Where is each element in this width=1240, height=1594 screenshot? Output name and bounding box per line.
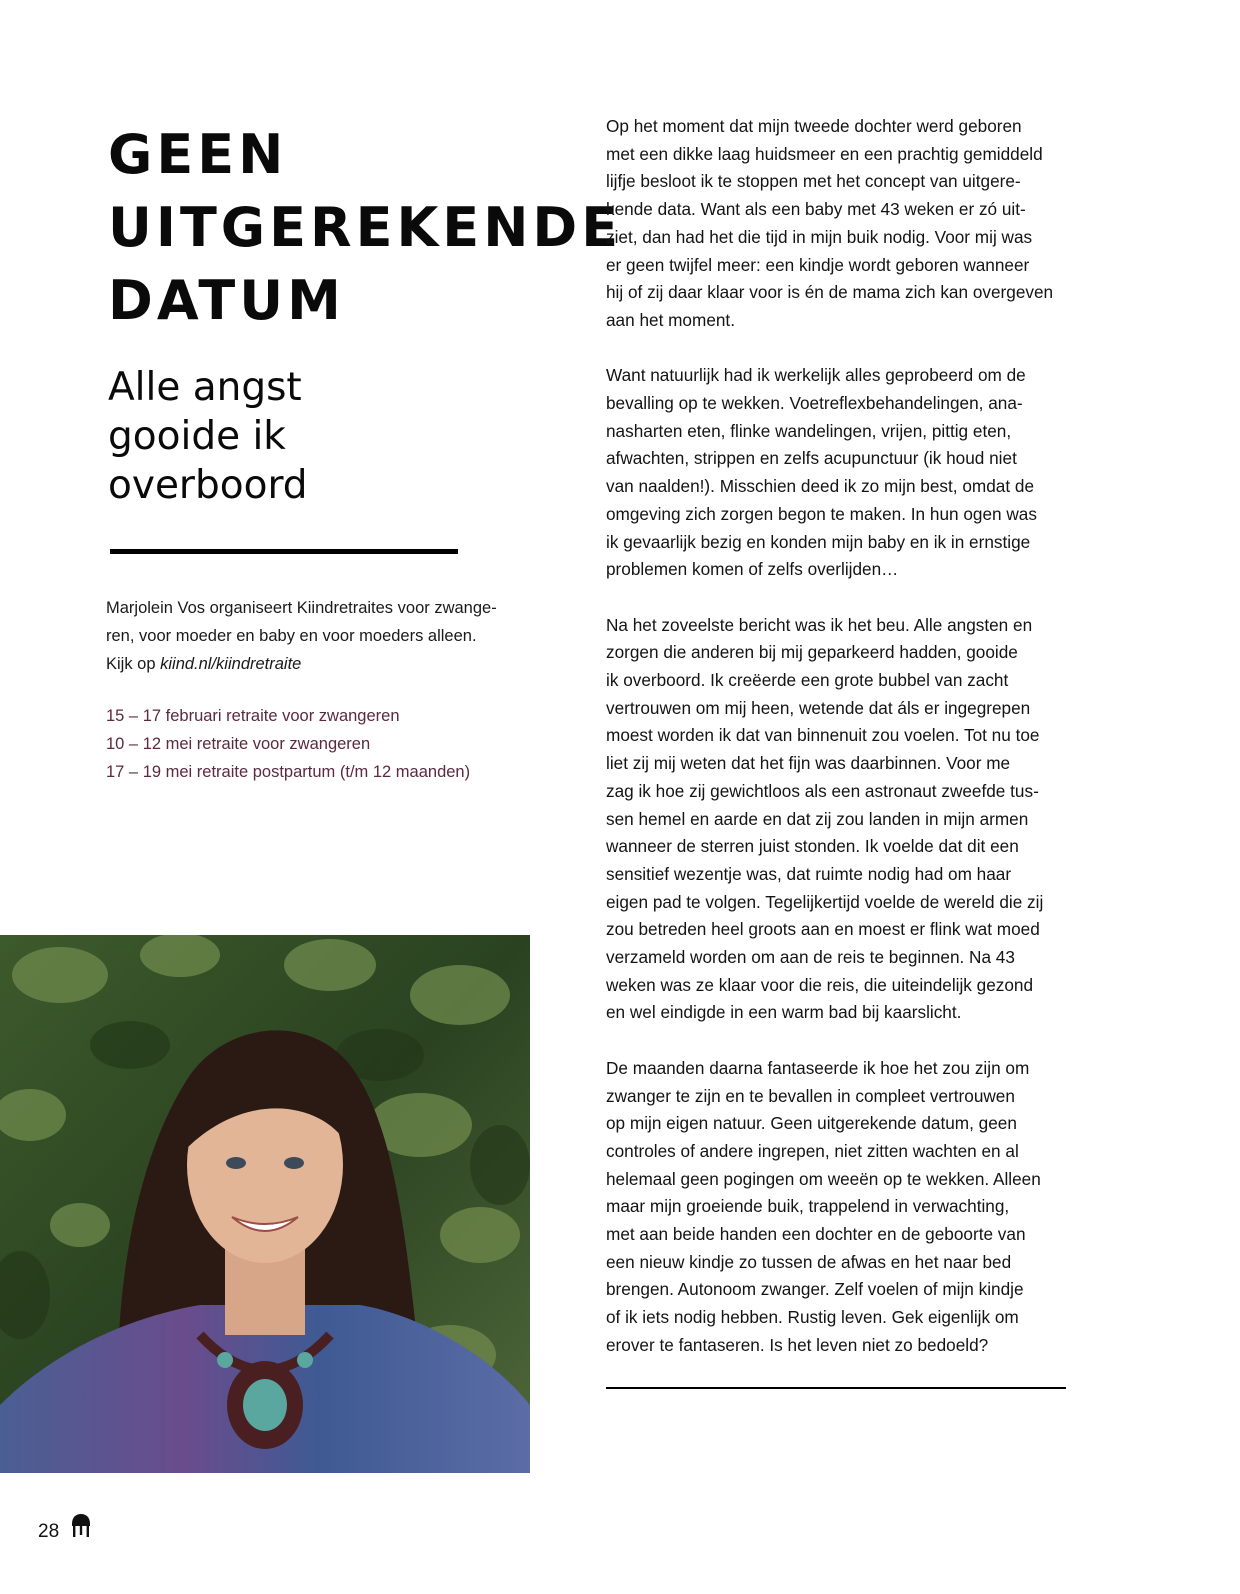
event-item: 17 – 19 mei retraite postpartum (t/m 12 maanden)	[106, 763, 471, 781]
body-line: controles of andere ingrepen, niet zitten wachten en al	[606, 1140, 1019, 1161]
intro-link-prefix: Kijk op	[106, 655, 161, 673]
body-line: liet zij mij weten dat het fijn was daarbinnen. Voor me	[606, 753, 1011, 774]
body-line: bevalling op te wekken. Voetreflexbehandelingen, ana-	[606, 393, 1023, 414]
body-paragraph	[606, 362, 1086, 584]
body-line: hij of zij daar klaar voor is én de mama zich kan overgeven	[606, 282, 1054, 303]
body-line: zorgen die anderen bij mij geparkeerd hadden, gooide	[606, 642, 1018, 663]
body-line: ik overboord. Ik creëerde een grote bubbel van zacht	[606, 670, 1009, 691]
article-subtitle	[108, 363, 308, 510]
page-number: 28	[38, 1521, 60, 1542]
intro-line: ren, voor moeder en baby en voor moeders alleen.	[106, 627, 477, 645]
body-line: met aan beide handen een dochter en de geboorte van	[606, 1224, 1026, 1245]
article-end-divider	[606, 1387, 1066, 1389]
body-line: problemen komen of zelfs overlijden…	[606, 559, 899, 580]
article-body	[606, 113, 1086, 1387]
body-line: Want natuurlijk had ik werkelijk alles geprobeerd om de	[606, 365, 1026, 386]
intro-line	[106, 650, 497, 678]
body-line: verzameld worden om aan de reis te beginnen. Na 43	[606, 947, 1015, 968]
body-line: brengen. Autonoom zwanger. Zelf voelen of mijn kindje	[606, 1279, 1024, 1300]
body-line: erover te fantaseren. Is het leven niet zo bedoeld?	[606, 1334, 989, 1355]
body-line: en wel eindigde in een warm bad bij kaarslicht.	[606, 1002, 962, 1023]
body-line: kende data. Want als een baby met 43 weken er zó uit-	[606, 199, 1026, 220]
body-line: sen hemel en aarde en dat zij zou landen in mijn armen	[606, 808, 1029, 829]
body-line: De maanden daarna fantaseerde ik hoe het zou zijn om	[606, 1057, 1030, 1078]
author-photo	[0, 935, 530, 1473]
retreat-link[interactable]: kiind.nl/kiindretraite	[160, 655, 302, 673]
body-line: afwachten, strippen en zelfs acupunctuur (ik houd niet	[606, 448, 1017, 469]
subtitle-line: overboord	[108, 463, 308, 508]
article-title	[108, 118, 622, 337]
body-line: wanneer de sterren juist stonden. Ik voelde dat dit een	[606, 836, 1019, 857]
title-line: UITGEREKENDE	[108, 196, 623, 259]
body-line: ik gevaarlijk bezig en konden mijn baby en ik in ernstige	[606, 531, 1031, 552]
body-line: sensitief wezentje was, dat ruimte nodig had om haar	[606, 863, 1012, 884]
body-line: op mijn eigen natuur. Geen uitgerekende datum, geen	[606, 1113, 1017, 1134]
body-paragraph	[606, 612, 1086, 1028]
body-line: zou betreden heel groots aan en moest er flink wat moed	[606, 919, 1040, 940]
title-line: GEEN	[108, 123, 288, 186]
body-line: helemaal geen pogingen om weeën op te wekken. Alleen	[606, 1168, 1041, 1189]
body-line: vertrouwen om mij heen, wetende dat áls er ingegrepen	[606, 697, 1031, 718]
body-line: zag ik hoe zij gewichtloos als een astronaut zweefde tus-	[606, 780, 1039, 801]
intro-line: Marjolein Vos organiseert Kiindretraites voor zwange-	[106, 599, 497, 617]
body-paragraph	[606, 1055, 1086, 1360]
body-line: omgeving zich zorgen begon te maken. In hun ogen was	[606, 503, 1037, 524]
body-paragraph	[606, 113, 1086, 335]
body-line: Op het moment dat mijn tweede dochter werd geboren	[606, 116, 1022, 136]
body-line: een nieuw kindje zo tussen de afwas en het naar bed	[606, 1251, 1012, 1272]
event-list	[106, 702, 470, 786]
body-line: er geen twijfel meer: een kindje wordt geboren wanneer	[606, 254, 1030, 275]
event-item: 15 – 17 februari retraite voor zwangeren	[106, 707, 400, 725]
subtitle-line: gooide ik	[108, 414, 286, 459]
body-line: van naalden!). Misschien deed ik zo mijn best, omdat de	[606, 476, 1035, 497]
event-item: 10 – 12 mei retraite voor zwangeren	[106, 735, 371, 753]
brand-logo-icon	[70, 1513, 92, 1539]
subtitle-line: Alle angst	[108, 365, 302, 410]
body-line: zwanger te zijn en te bevallen in compleet vertrouwen	[606, 1085, 1015, 1106]
title-line: DATUM	[108, 269, 345, 332]
body-line: maar mijn groeiende buik, trappelend in verwachting,	[606, 1196, 1010, 1217]
body-line: of ik iets nodig hebben. Rustig leven. Gek eigenlijk om	[606, 1307, 1019, 1328]
body-line: weken was ze klaar voor die reis, die uiteindelijk gezond	[606, 974, 1034, 995]
body-line: lijfje besloot ik te stoppen met het concept van uitgere-	[606, 171, 1021, 192]
body-line: ziet, dan had het die tijd in mijn buik nodig. Voor mij was	[606, 226, 1033, 247]
author-intro	[106, 594, 497, 678]
body-line: eigen pad te volgen. Tegelijkertijd voelde de wereld die zij	[606, 891, 1044, 912]
title-divider	[110, 549, 458, 554]
body-line: moest worden ik dat van binnenuit zou voelen. Tot nu toe	[606, 725, 1040, 746]
body-line: aan het moment.	[606, 309, 735, 330]
body-line: Na het zoveelste bericht was ik het beu. Alle angsten en	[606, 614, 1033, 635]
body-line: met een dikke laag huidsmeer en een prachtig gemiddeld	[606, 143, 1043, 164]
body-line: nasharten eten, flinke wandelingen, vrijen, pittig eten,	[606, 420, 1012, 441]
portrait-illustration	[0, 935, 530, 1473]
